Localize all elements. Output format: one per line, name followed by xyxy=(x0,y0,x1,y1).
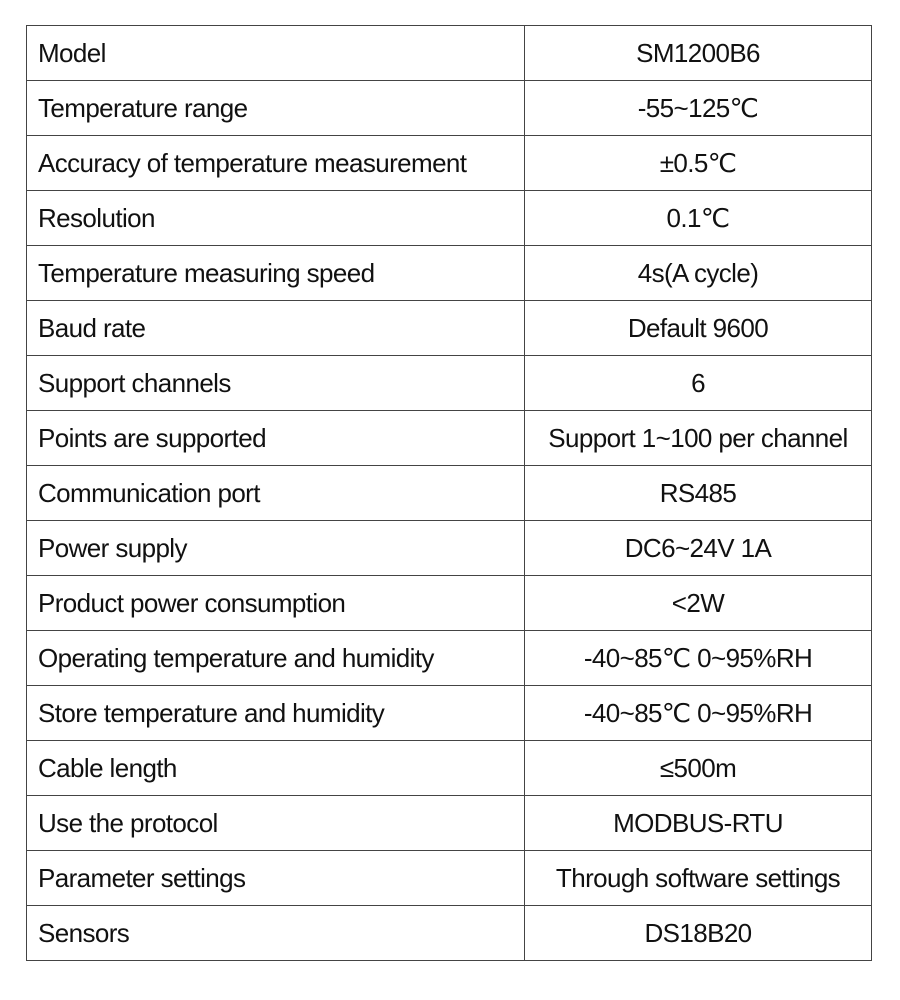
spec-value: 4s(A cycle) xyxy=(525,246,872,301)
spec-value: -40~85℃ 0~95%RH xyxy=(525,686,872,741)
spec-label: Baud rate xyxy=(27,301,525,356)
table-row xyxy=(27,356,872,411)
spec-label: Operating temperature and humidity xyxy=(27,631,525,686)
spec-value: Support 1~100 per channel xyxy=(525,411,872,466)
table-row xyxy=(27,631,872,686)
table-row xyxy=(27,191,872,246)
table-row xyxy=(27,741,872,796)
spec-value: ±0.5℃ xyxy=(525,136,872,191)
spec-label: Use the protocol xyxy=(27,796,525,851)
spec-value: MODBUS-RTU xyxy=(525,796,872,851)
spec-value: 6 xyxy=(525,356,872,411)
spec-value: DS18B20 xyxy=(525,906,872,961)
spec-label: Temperature measuring speed xyxy=(27,246,525,301)
spec-value: 0.1℃ xyxy=(525,191,872,246)
spec-label: Communication port xyxy=(27,466,525,521)
spec-value: <2W xyxy=(525,576,872,631)
spec-value: ≤500m xyxy=(525,741,872,796)
spec-table xyxy=(26,25,872,961)
spec-value: -40~85℃ 0~95%RH xyxy=(525,631,872,686)
spec-label: Model xyxy=(27,26,525,81)
spec-value: RS485 xyxy=(525,466,872,521)
table-row xyxy=(27,246,872,301)
spec-value: DC6~24V 1A xyxy=(525,521,872,576)
table-row xyxy=(27,301,872,356)
spec-label: Sensors xyxy=(27,906,525,961)
table-row xyxy=(27,411,872,466)
table-row xyxy=(27,26,872,81)
spec-value: Through software settings xyxy=(525,851,872,906)
table-row xyxy=(27,466,872,521)
table-row xyxy=(27,906,872,961)
spec-label: Support channels xyxy=(27,356,525,411)
spec-label: Temperature range xyxy=(27,81,525,136)
spec-label: Product power consumption xyxy=(27,576,525,631)
table-row xyxy=(27,81,872,136)
table-row xyxy=(27,576,872,631)
spec-value: Default 9600 xyxy=(525,301,872,356)
table-row xyxy=(27,686,872,741)
table-row xyxy=(27,521,872,576)
spec-label: Cable length xyxy=(27,741,525,796)
table-row xyxy=(27,796,872,851)
spec-label: Power supply xyxy=(27,521,525,576)
table-row xyxy=(27,851,872,906)
spec-label: Points are supported xyxy=(27,411,525,466)
table-row xyxy=(27,136,872,191)
spec-value: -55~125℃ xyxy=(525,81,872,136)
spec-label: Resolution xyxy=(27,191,525,246)
spec-value: SM1200B6 xyxy=(525,26,872,81)
spec-label: Accuracy of temperature measurement xyxy=(27,136,525,191)
spec-label: Store temperature and humidity xyxy=(27,686,525,741)
spec-label: Parameter settings xyxy=(27,851,525,906)
